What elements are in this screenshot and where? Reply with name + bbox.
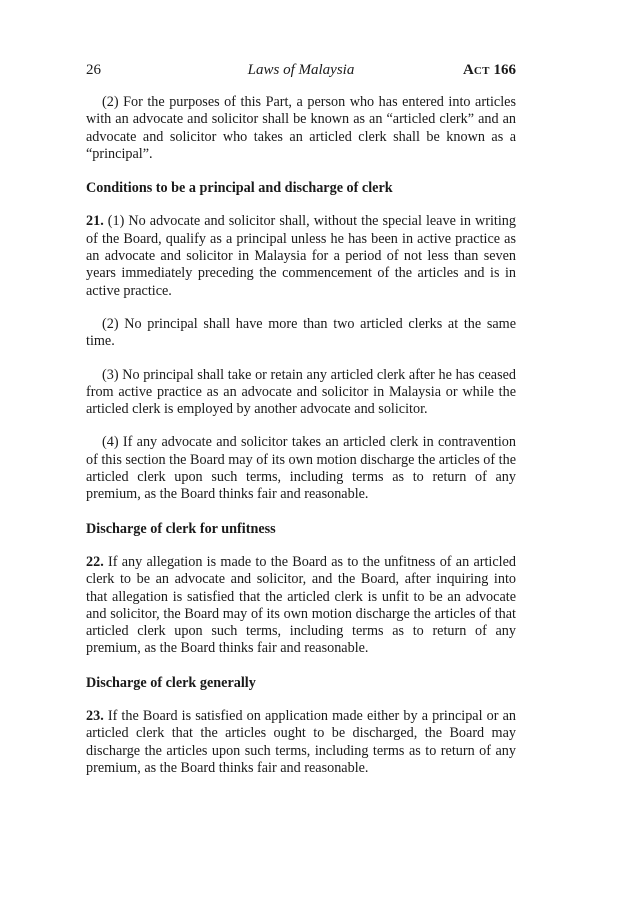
- act-number: [463, 62, 516, 79]
- act-smallcaps: CT: [473, 65, 490, 77]
- section-23-number: 23.: [86, 708, 104, 725]
- running-header: [86, 62, 516, 82]
- section-22-number: 22.: [86, 553, 104, 570]
- act-digits: 166: [489, 62, 516, 78]
- section-21-subsection-2: (2) No principal shall have more than two articled clerks at the same time.: [86, 315, 516, 350]
- section-22-text: If any allegation is made to the Board as to the unfitness of an articled clerk to be an advocate and solicitor, and the Board, after inquiring into that allegation is satisfied that the articled clerk is unfit to be an advocate and solicitor, the Board may of its own motion discharge the articles of that articled clerk upon such terms, including terms as to return of any premium, as the Board thinks fair and reasonable.: [86, 553, 516, 657]
- section-21-subsection-4: (4) If any advocate and solicitor takes an articled clerk in contravention of this section the Board may of its own motion discharge the articles of the articled clerk upon such terms, including terms as to return of any premium, as the Board thinks fair and reasonable.: [86, 434, 516, 503]
- section-23-paragraph: [86, 708, 516, 777]
- section-23-heading: Discharge of clerk generally: [86, 674, 256, 691]
- section-21-heading: Conditions to be a principal and discharge of clerk: [86, 180, 393, 197]
- section-22-paragraph: [86, 554, 516, 658]
- document-body: [86, 94, 516, 777]
- section-22-heading: Discharge of clerk for unfitness: [86, 520, 276, 537]
- section-21-number: 21.: [86, 213, 104, 230]
- page-number: 26: [86, 62, 101, 78]
- header-title: Laws of Malaysia: [247, 62, 355, 78]
- section-21-subsection-1: [86, 213, 516, 299]
- subsection-2-paragraph: (2) For the purposes of this Part, a person who has entered into articles with an advocate and solicitor shall be known as an “articled clerk” and an advocate and solicitor who takes an articled clerk shall be known as a “principal”.: [86, 94, 516, 162]
- act-prefix: A: [463, 62, 474, 78]
- section-21-sub1-text: (1) No advocate and solicitor shall, without the special leave in writing of the Board, qualify as a principal unless he has been in active practice as an advocate and solicitor in Malaysia for a period of not less than seven years immediately preceding the commencement of the articles and is in active practice.: [86, 213, 516, 299]
- section-21-subsection-3: (3) No principal shall take or retain any articled clerk after he has ceased from active practice as an advocate and solicitor in Malaysia or while the articled clerk is employed by another advocate and solicitor.: [86, 366, 516, 418]
- section-23-text: If the Board is satisfied on application made either by a principal or an articled clerk that the articles ought to be discharged, the Board may discharge the articles upon such terms, including terms as to return of any premium, as the Board thinks fair and reasonable.: [86, 708, 516, 776]
